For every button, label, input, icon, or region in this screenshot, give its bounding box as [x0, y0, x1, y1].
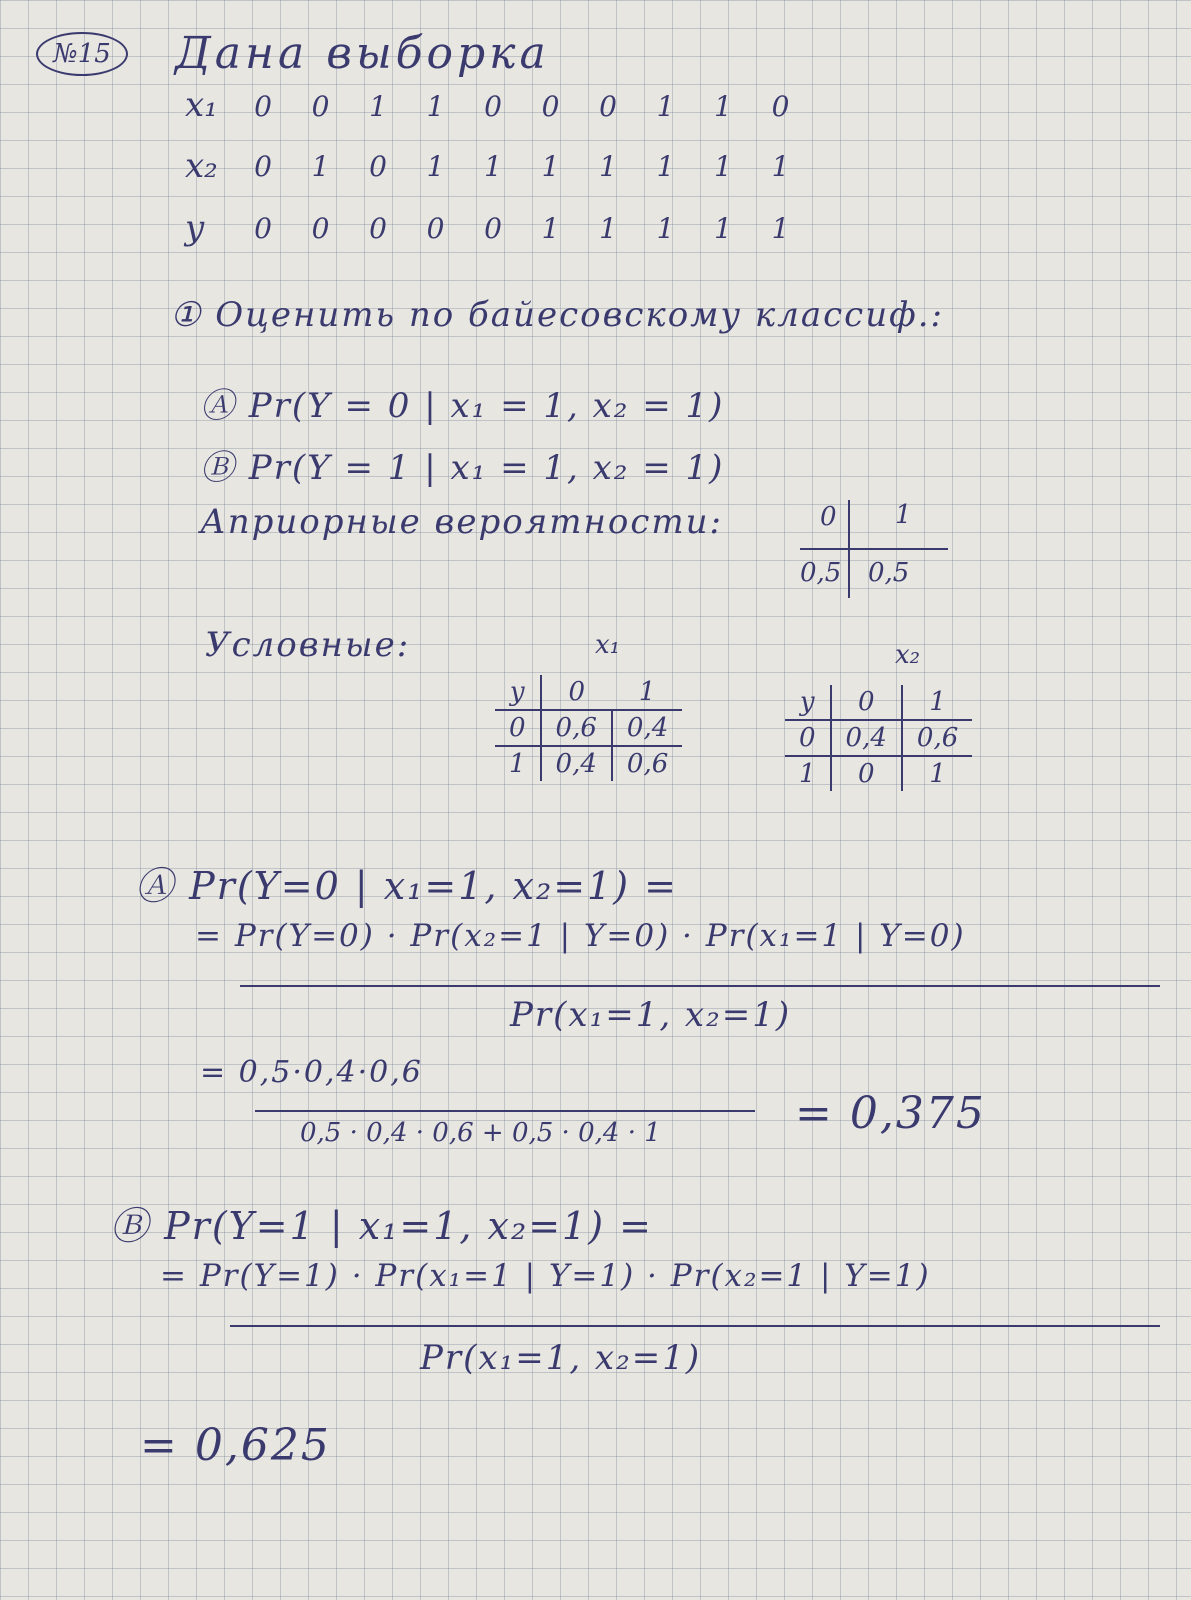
sample-cell: 1: [714, 212, 732, 245]
task-heading: ① Оценить по байесовскому классиф.:: [170, 295, 944, 335]
sample-cell: 0: [369, 150, 387, 183]
sample-cell: 0: [254, 212, 272, 245]
solution-b-numerator: = Pr(Y=1) · Pr(x₁=1 | Y=1) · Pr(x₂=1 | Y=1): [160, 1258, 931, 1294]
prior-value-0: 0,5: [800, 558, 842, 588]
task-item-a: Ⓐ Pr(Y = 0 | x₁ = 1, x₂ = 1): [200, 386, 725, 426]
solution-a-denominator: Pr(x₁=1, x₂=1): [510, 995, 792, 1035]
sample-cell: 0: [426, 212, 445, 245]
page-title: Дана выборка: [175, 28, 550, 79]
row-label-x2: x₂: [185, 146, 218, 186]
sample-cell: 1: [656, 90, 675, 123]
solution-a-num-values: = 0,5·0,4·0,6: [200, 1055, 423, 1090]
cond-x1-col-0: 0: [568, 677, 585, 707]
sample-cell: 1: [369, 90, 387, 123]
solution-a-result: = 0,375: [795, 1088, 986, 1139]
solution-a-values-line: [255, 1110, 755, 1112]
sample-cell: 0: [484, 212, 502, 245]
sample-cell: 1: [656, 212, 675, 245]
sample-cell: 0: [369, 212, 387, 245]
sample-cell: 0: [541, 90, 560, 123]
cond-x1-col-1: 1: [638, 677, 656, 707]
solution-b-result: = 0,625: [140, 1420, 331, 1471]
cond-x1-corner: y: [495, 675, 541, 710]
cond-x2-r0-c1: 0,6: [916, 723, 959, 753]
sample-cell: 1: [426, 90, 445, 123]
sample-cell: 1: [541, 150, 560, 183]
cond-x2-corner: y: [785, 685, 831, 720]
solution-a-fraction-line: [240, 985, 1160, 987]
sample-cell: 0: [484, 90, 502, 123]
sample-cell: 1: [714, 90, 732, 123]
cond-x2-r0-c0: 0,4: [831, 720, 902, 756]
prior-header-0: 0: [820, 502, 837, 532]
sample-cell: 0: [254, 150, 272, 183]
cond-x2-r1-c0: 0: [831, 756, 902, 791]
sample-cell: 1: [426, 150, 445, 183]
cond-x1-row1-y: 1: [495, 746, 541, 781]
solution-b-head: Ⓑ Pr(Y=1 | x₁=1, x₂=1) =: [110, 1204, 653, 1248]
sample-cell: 1: [771, 212, 790, 245]
sample-cell: 1: [484, 150, 502, 183]
cond-x1-row0-y: 0: [495, 710, 541, 746]
sample-cell: 0: [771, 90, 790, 123]
task-item-b: Ⓑ Pr(Y = 1 | x₁ = 1, x₂ = 1): [200, 448, 725, 488]
cond-x2-r1-c1: 1: [929, 759, 946, 789]
sample-cell: 0: [599, 90, 617, 123]
cond-x1-r0-c1: 0,4: [626, 713, 669, 743]
cond-x1-r1-c0: 0,4: [541, 746, 612, 781]
sample-cell: 1: [599, 212, 617, 245]
sample-cell: 1: [599, 150, 617, 183]
prior-table: [800, 500, 950, 600]
problem-number-badge: №15: [36, 32, 128, 76]
sample-cell: 1: [656, 150, 675, 183]
conditional-label: Условные:: [205, 625, 411, 665]
cond-x1-var: x₁: [595, 630, 621, 660]
cond-x2-col-0: 0: [831, 685, 902, 720]
prior-label: Априорные вероятности:: [200, 502, 723, 542]
sample-cell: 1: [541, 212, 560, 245]
cond-x2-var: x₂: [895, 640, 921, 670]
sample-cell: 1: [714, 150, 732, 183]
solution-b-fraction-line: [230, 1325, 1160, 1327]
solution-b-denominator: Pr(x₁=1, x₂=1): [420, 1338, 702, 1378]
cond-x2-col-1: 1: [929, 687, 946, 717]
prior-value-1: 0,5: [868, 558, 910, 588]
sample-cell: 0: [311, 90, 330, 123]
solution-a-head: Ⓐ Pr(Y=0 | x₁=1, x₂=1) =: [135, 864, 678, 908]
cond-x1-r0-c0: 0,6: [541, 710, 612, 746]
solution-a-numerator: = Pr(Y=0) · Pr(x₂=1 | Y=0) · Pr(x₁=1 | Y=0): [195, 918, 966, 954]
sample-cell: 1: [311, 150, 330, 183]
sample-cell: 0: [311, 212, 330, 245]
prior-header-1: 1: [895, 500, 912, 530]
solution-a-den-values: 0,5 · 0,4 · 0,6 + 0,5 · 0,4 · 1: [300, 1118, 661, 1148]
cond-x2-row1-y: 1: [785, 756, 831, 791]
cond-x2-row0-y: 0: [785, 720, 831, 756]
sample-cell: 0: [254, 90, 272, 123]
cond-x1-r1-c1: 0,6: [626, 749, 669, 779]
row-label-x1: x₁: [185, 85, 218, 125]
row-label-y: y: [185, 208, 205, 248]
sample-cell: 1: [771, 150, 790, 183]
prior-hline: [800, 548, 948, 550]
